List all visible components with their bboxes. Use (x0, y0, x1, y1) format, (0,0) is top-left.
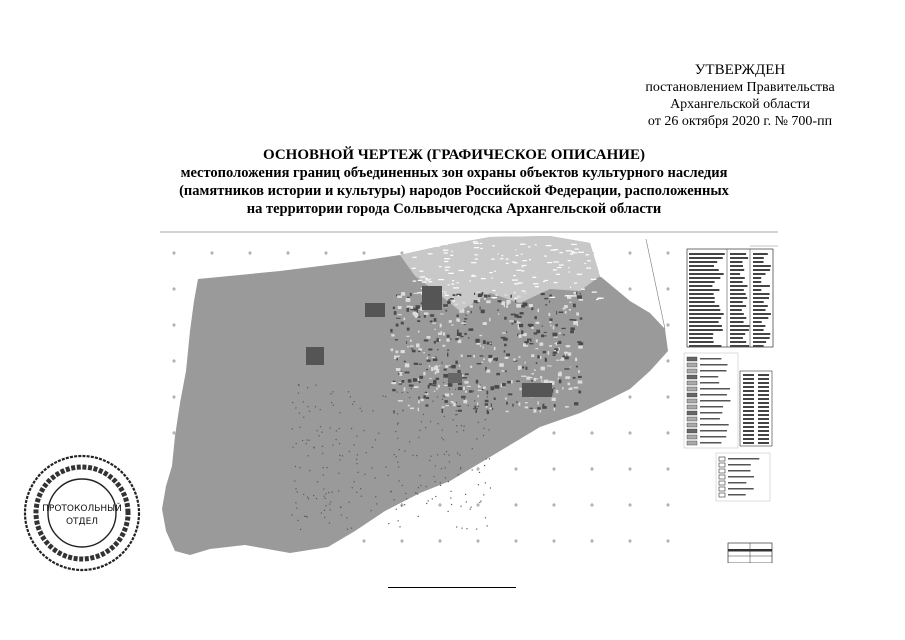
approval-block (610, 62, 870, 130)
approval-heading: УТВЕРЖДЕН (694, 62, 786, 78)
legend-markers (716, 453, 770, 501)
title-main: ОСНОВНОЙ ЧЕРТЕЖ (ГРАФИЧЕСКОЕ ОПИСАНИЕ) (263, 147, 645, 163)
territory-area (162, 236, 668, 555)
approval-line-1: постановлением Правительства (645, 80, 835, 95)
coordinates-table (740, 371, 772, 446)
title-block (728, 543, 772, 563)
map-drawing (160, 231, 778, 563)
zone-block-4 (522, 383, 552, 397)
title-line-2: (памятников истории и культуры) народов Российской Федерации, расположенных (179, 183, 729, 199)
zone-block-2 (422, 286, 442, 310)
zone-block-5 (448, 373, 462, 383)
legend-symbols (684, 353, 738, 448)
zone-block-1 (365, 303, 385, 317)
stamp-center-line-1: ПРОТОКОЛЬНЫЙ (42, 504, 122, 514)
zone-block-3 (306, 347, 324, 365)
approval-line-3: от 26 октября 2020 г. № 700-пп (647, 114, 833, 129)
protocol-stamp (22, 453, 142, 573)
title-line-3: на территории города Сольвычегодска Архангельской области (246, 201, 662, 217)
legend-table (687, 249, 773, 347)
signature-line (388, 587, 516, 588)
title-line-1: местоположения границ объединенных зон охраны объектов культурного наследия (180, 165, 728, 181)
document-title (160, 146, 748, 218)
approval-line-2: Архангельской области (670, 97, 810, 112)
stamp-center-line-2: ОТДЕЛ (65, 517, 99, 527)
